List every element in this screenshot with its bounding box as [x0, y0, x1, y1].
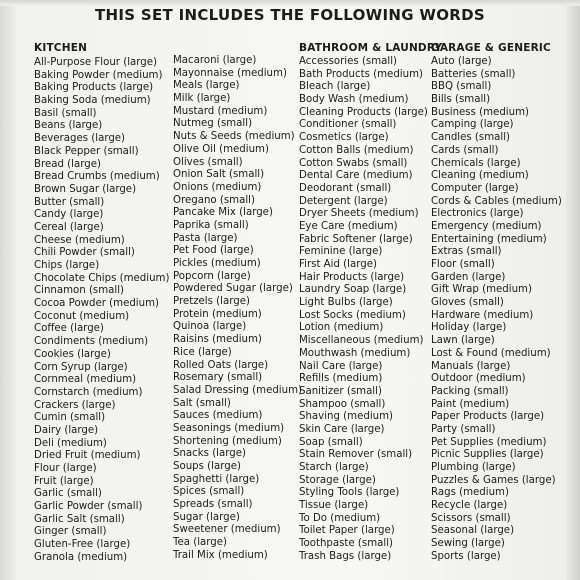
right-edge: [566, 0, 580, 580]
word-item: Meals (large): [173, 80, 240, 92]
word-item: Shampoo (small): [299, 398, 386, 410]
word-item: Salad Dressing (medium): [173, 384, 302, 396]
word-item: Spreads (small): [173, 499, 253, 511]
word-item: Shaving (medium): [299, 411, 394, 423]
word-item: Spices (small): [173, 486, 245, 498]
word-item: Pasta (large): [173, 232, 238, 244]
word-item: Coffee (large): [34, 323, 104, 335]
word-item: Brown Sugar (large): [34, 183, 137, 195]
word-item: Gloves (small): [431, 297, 504, 309]
word-item: Pancake Mix (large): [173, 207, 273, 219]
word-item: Detergent (large): [299, 195, 388, 207]
word-item: Puzzles & Games (large): [431, 474, 556, 486]
word-item: Pet Supplies (medium): [431, 436, 547, 448]
word-item: Conditioner (small): [299, 119, 397, 131]
word-item: Granola (medium): [34, 551, 128, 563]
word-item: Black Pepper (small): [34, 145, 139, 157]
bathroom-column: [299, 42, 442, 564]
word-item: Shortening (medium): [173, 435, 282, 447]
word-item: Holiday (large): [431, 322, 507, 334]
word-item: Paprika (small): [173, 219, 249, 231]
word-item: Mustard (medium): [173, 105, 268, 117]
word-item: Camping (large): [431, 119, 514, 131]
word-item: Nuts & Seeds (medium): [173, 131, 295, 143]
word-item: Baking Soda (medium): [34, 95, 151, 107]
word-item: Business (medium): [431, 106, 529, 118]
word-item: Feminine (large): [299, 246, 383, 258]
garage-title: GARAGE & GENERIC: [431, 42, 551, 54]
word-item: Dryer Sheets (medium): [299, 208, 419, 220]
word-item: Bills (small): [431, 94, 491, 106]
word-item: Raisins (medium): [173, 334, 262, 346]
word-item: Olives (small): [173, 156, 243, 168]
word-item: All-Purpose Flour (large): [34, 57, 158, 68]
word-item: Light Bulbs (large): [299, 297, 393, 309]
word-item: Emergency (medium): [431, 220, 542, 232]
word-item: Sauces (medium): [173, 410, 263, 422]
word-item: Seasonal (large): [431, 525, 515, 537]
kitchen-title: KITCHEN: [34, 42, 88, 54]
word-item: Body Wash (medium): [299, 94, 409, 106]
kitchen-column: [34, 42, 169, 565]
word-item: Electronics (large): [431, 208, 524, 220]
word-item: Garlic Powder (small): [34, 501, 143, 513]
garage-column: [431, 42, 562, 564]
word-item: Lost Socks (medium): [299, 309, 406, 321]
word-item: Lawn (large): [431, 335, 495, 347]
word-item: Trash Bags (large): [299, 550, 392, 562]
word-item: Rolled Oats (large): [173, 359, 269, 371]
word-item: Ginger (small): [34, 526, 107, 538]
word-item: Entertaining (medium): [431, 233, 547, 245]
word-item: Garlic Salt (small): [34, 513, 125, 525]
word-item: Sweetener (medium): [173, 524, 281, 536]
word-item: Gluten-Free (large): [34, 539, 131, 551]
word-item: Gift Wrap (medium): [431, 284, 532, 296]
word-item: Stain Remover (small): [299, 449, 413, 461]
word-item: Fabric Softener (large): [299, 233, 413, 245]
word-item: Tea (large): [173, 537, 228, 549]
word-item: Batteries (small): [431, 68, 516, 80]
word-item: Deodorant (small): [299, 182, 392, 194]
garage-list: [431, 56, 562, 564]
word-item: Pretzels (large): [173, 296, 250, 308]
word-item: Chips (large): [34, 260, 100, 271]
word-item: Nutmeg (small): [173, 118, 253, 130]
word-item: Cleaning (medium): [431, 170, 529, 182]
word-item: Skin Care (large): [299, 423, 385, 435]
word-item: Scissors (small): [431, 512, 511, 524]
word-item: Condiments (medium): [34, 336, 149, 348]
word-item: Bread (large): [34, 158, 101, 170]
word-item: Styling Tools (large): [299, 487, 400, 499]
kitchen-continued-column: [173, 55, 302, 563]
word-item: Rice (large): [173, 346, 232, 358]
word-item: Salt (small): [173, 397, 231, 409]
word-item: Garden (large): [431, 271, 506, 283]
word-item: Mouthwash (medium): [299, 347, 411, 359]
word-item: Computer (large): [431, 182, 519, 194]
word-item: Candy (large): [34, 209, 104, 221]
word-item: Baking Powder (medium): [34, 69, 163, 81]
word-item: Crackers (large): [34, 399, 116, 411]
word-item: Cleaning Products (large): [299, 106, 428, 118]
word-item: Hair Products (large): [299, 271, 405, 283]
word-item: Soups (large): [173, 461, 241, 472]
page-heading: THIS SET INCLUDES THE FOLLOWING WORDS: [95, 6, 485, 24]
left-edge: [0, 0, 16, 580]
word-item: Manuals (large): [431, 360, 511, 372]
word-item: Powdered Sugar (large): [173, 283, 293, 295]
word-item: Lotion (medium): [299, 322, 384, 334]
word-item: Spaghetti (large): [173, 473, 260, 485]
word-item: Cinnamon (small): [34, 285, 125, 297]
bathroom-list: [299, 56, 442, 564]
word-item: Cotton Swabs (small): [299, 157, 408, 169]
word-item: Cheese (medium): [34, 234, 125, 246]
word-item: Chili Powder (small): [34, 247, 135, 259]
word-item: Paper Products (large): [431, 411, 545, 423]
word-item: Soap (small): [299, 436, 363, 448]
word-item: Basil (small): [34, 107, 97, 119]
word-item: Packing (small): [431, 385, 509, 397]
word-item: Mayonnaise (medium): [173, 67, 287, 79]
word-item: Garlic (small): [34, 488, 102, 500]
word-item: Beverages (large): [34, 133, 126, 145]
word-item: BBQ (small): [431, 81, 492, 93]
word-item: Oregano (small): [173, 194, 255, 206]
word-item: Onions (medium): [173, 181, 262, 193]
word-item: Pet Food (large): [173, 245, 254, 257]
word-item: Dairy (large): [34, 424, 99, 436]
word-item: Pickles (medium): [173, 258, 261, 269]
word-item: Outdoor (medium): [431, 373, 526, 385]
word-item: Bread Crumbs (medium): [34, 171, 160, 183]
kitchen-continued-list: [173, 55, 302, 563]
word-item: Sports (large): [431, 550, 501, 562]
word-item: Sewing (large): [431, 538, 505, 550]
word-item: Accessories (small): [299, 56, 398, 67]
word-item: Floor (small): [431, 259, 495, 270]
word-item: Rosemary (small): [173, 372, 263, 384]
word-item: Lost & Found (medium): [431, 347, 551, 359]
word-item: Picnic Supplies (large): [431, 449, 544, 461]
word-item: Deli (medium): [34, 437, 107, 449]
word-item: Extras (small): [431, 246, 502, 258]
word-item: Cards (small): [431, 144, 499, 156]
word-item: Toilet Paper (large): [299, 525, 395, 537]
word-item: Sanitizer (small): [299, 385, 382, 397]
word-item: Cords & Cables (medium): [431, 195, 562, 207]
word-item: Rags (medium): [431, 487, 509, 499]
word-item: Laundry Soap (large): [299, 284, 407, 296]
word-item: Fruit (large): [34, 475, 94, 487]
word-item: Trail Mix (medium): [173, 549, 268, 561]
word-item: Olive Oil (medium): [173, 143, 269, 155]
kitchen-list: [34, 57, 169, 565]
word-item: Cosmetics (large): [299, 132, 389, 144]
word-item: Plumbing (large): [431, 462, 516, 473]
word-item: Quinoa (large): [173, 321, 247, 333]
word-item: Auto (large): [431, 56, 492, 67]
word-item: Chocolate Chips (medium): [34, 272, 170, 284]
word-item: Cornmeal (medium): [34, 374, 137, 386]
word-item: Butter (small): [34, 196, 105, 208]
word-item: Dried Fruit (medium): [34, 450, 141, 462]
word-item: Nail Care (large): [299, 360, 383, 372]
word-item: First Aid (large): [299, 259, 377, 270]
word-item: Popcorn (large): [173, 270, 251, 282]
word-item: Seasonings (medium): [173, 422, 285, 434]
word-item: Protein (medium): [173, 308, 262, 320]
word-item: Cornstarch (medium): [34, 386, 143, 398]
word-item: Flour (large): [34, 463, 97, 474]
word-item: Snacks (large): [173, 448, 246, 460]
word-item: Bath Products (medium): [299, 68, 423, 80]
word-item: Candles (small): [431, 132, 511, 144]
word-item: Refills (medium): [299, 373, 383, 385]
word-item: Storage (large): [299, 474, 376, 486]
word-item: Cotton Balls (medium): [299, 144, 414, 156]
word-item: To Do (medium): [299, 512, 381, 524]
word-item: Recycle (large): [431, 500, 508, 512]
word-item: Corn Syrup (large): [34, 361, 128, 373]
word-item: Tissue (large): [299, 500, 369, 512]
word-item: Milk (large): [173, 93, 231, 105]
word-item: Onion Salt (small): [173, 169, 265, 181]
word-item: Dental Care (medium): [299, 170, 413, 182]
word-item: Miscellaneous (medium): [299, 335, 424, 347]
word-item: Sugar (large): [173, 511, 240, 523]
word-item: Cereal (large): [34, 221, 104, 233]
word-item: Chemicals (large): [431, 157, 521, 169]
word-item: Hardware (medium): [431, 309, 534, 321]
word-item: Toothpaste (small): [299, 538, 394, 550]
word-item: Cumin (small): [34, 412, 106, 424]
word-item: Cookies (large): [34, 348, 111, 360]
word-item: Baking Products (large): [34, 82, 154, 94]
word-item: Party (small): [431, 423, 496, 435]
word-item: Bleach (large): [299, 81, 371, 93]
word-item: Starch (large): [299, 462, 369, 473]
bathroom-title: BATHROOM & LAUNDRY: [299, 42, 443, 54]
word-item: Eye Care (medium): [299, 220, 398, 232]
word-item: Beans (large): [34, 120, 103, 132]
word-item: Macaroni (large): [173, 55, 257, 66]
word-item: Cocoa Powder (medium): [34, 298, 159, 310]
word-item: Coconut (medium): [34, 310, 130, 322]
word-item: Paint (medium): [431, 398, 510, 410]
